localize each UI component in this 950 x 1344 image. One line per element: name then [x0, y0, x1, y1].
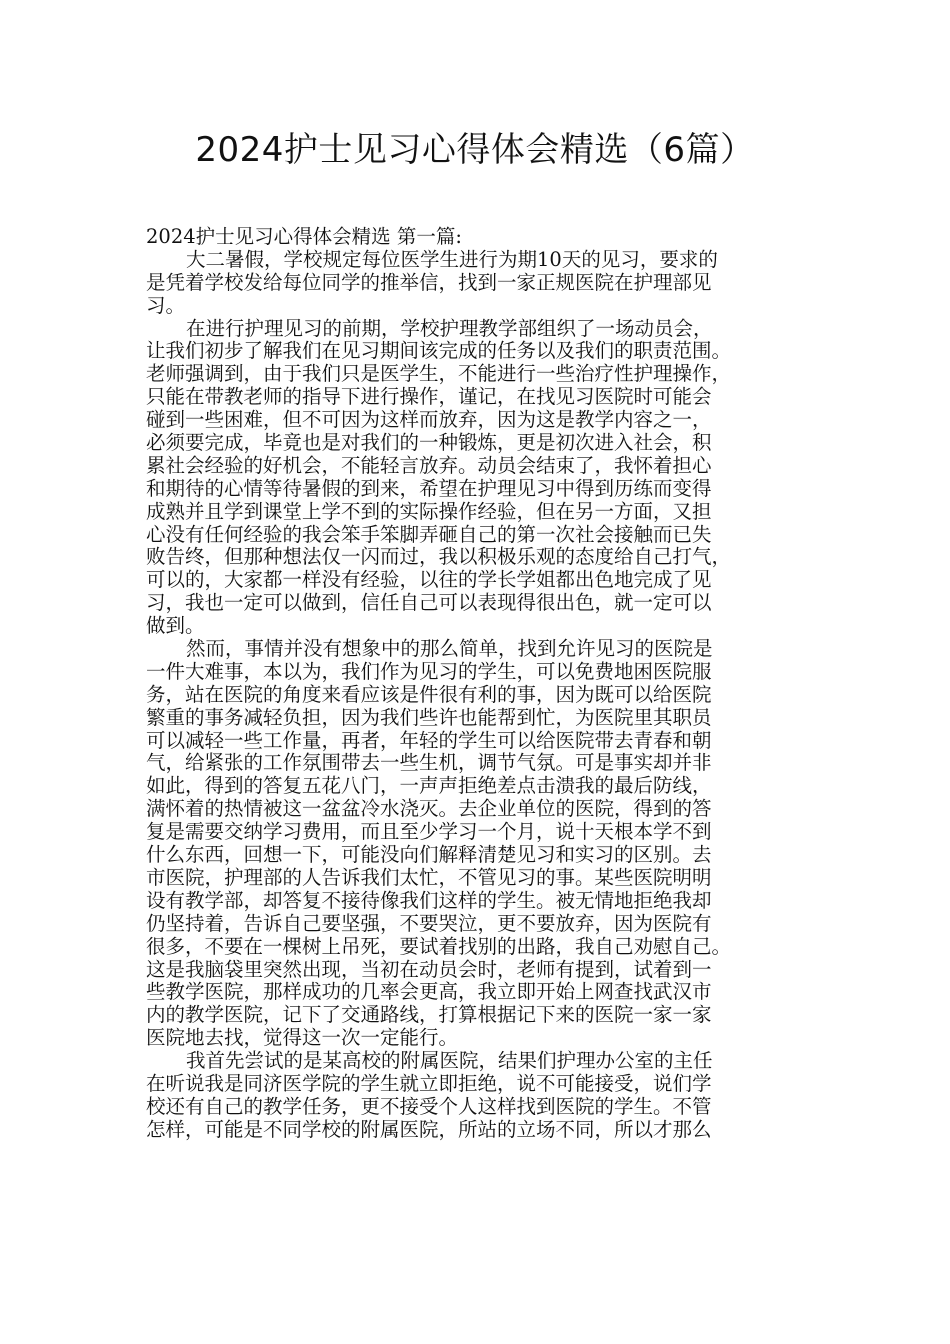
paragraph-line: 仍坚持着，告诉自己要坚强，不要哭泣，更不要放弃，因为医院有 — [146, 911, 712, 935]
paragraph-line: 市医院，护理部的人告诉我们太忙，不管见习的事。某些医院明明 — [146, 865, 712, 889]
paragraph-line: 校还有自己的教学任务，更不接受个人这样找到医院的学生。不管 — [146, 1094, 712, 1118]
paragraph-line: 败告终，但那种想法仅一闪而过，我以积极乐观的态度给自己打气， — [146, 545, 732, 569]
paragraph-line: 做到。 — [146, 614, 205, 638]
paragraph-line: 必须要完成，毕竟也是对我们的一种锻炼，更是初次进入社会，积 — [146, 431, 712, 455]
section-heading: 2024护士见习心得体会精选 第一篇: — [146, 225, 462, 248]
paragraph-line: 什么东西，回想一下，可能没向们解释清楚见习和实习的区别。去 — [146, 843, 712, 867]
paragraph-line: 让我们初步了解我们在见习期间该完成的任务以及我们的职责范围。 — [146, 339, 732, 363]
paragraph-line: 这是我脑袋里突然出现，当初在动员会时，老师有提到，试着到一 — [146, 957, 712, 981]
paragraph-line: 可以的，大家都一样没有经验，以往的学长学姐都出色地完成了见 — [146, 568, 712, 592]
paragraph-line: 我首先尝试的是某高校的附属医院，结果们护理办公室的主任 — [186, 1049, 713, 1073]
paragraph-line: 累社会经验的好机会，不能轻言放弃。动员会结束了，我怀着担心 — [146, 453, 712, 477]
document-title: 2024护士见习心得体会精选（6篇） — [195, 130, 755, 170]
paragraph-line: 碰到一些困难，但不可因为这样而放弃，因为这是教学内容之一， — [146, 408, 712, 432]
paragraph-line: 在听说我是同济医学院的学生就立即拒绝，说不可能接受，说们学 — [146, 1071, 712, 1095]
paragraph-line: 然而，事情并没有想象中的那么简单，找到允许见习的医院是 — [186, 637, 713, 661]
paragraph-line: 只能在带教老师的指导下进行操作，谨记，在找见习医院时可能会 — [146, 385, 712, 409]
paragraph — [146, 318, 806, 638]
paragraph-line: 复是需要交纳学习费用，而且至少学习一个月，说十天根本学不到 — [146, 820, 712, 844]
paragraph-line: 些教学医院，那样成功的几率会更高，我立即开始上网查找武汉市 — [146, 980, 712, 1004]
paragraph-line: 习。 — [146, 293, 186, 317]
paragraph — [146, 638, 806, 1050]
paragraph-line: 很多，不要在一棵树上吊死，要试着找别的出路，我自己劝慰自己。 — [146, 934, 732, 958]
paragraph — [146, 249, 806, 318]
paragraph-line: 成熟并且学到课堂上学不到的实际操作经验，但在另一方面，又担 — [146, 499, 712, 523]
paragraph-line: 老师强调到，由于我们只是医学生，不能进行一些治疗性护理操作， — [146, 362, 732, 386]
paragraph-line: 气，给紧张的工作氛围带去一些生机，调节气氛。可是事实却并非 — [146, 751, 712, 775]
paragraph-line: 怎样，可能是不同学校的附属医院，所站的立场不同，所以才那么 — [146, 1117, 712, 1141]
paragraph-line: 和期待的心情等待暑假的到来，希望在护理见习中得到历练而变得 — [146, 476, 712, 500]
paragraph-line: 习，我也一定可以做到，信任自己可以表现得很出色，就一定可以 — [146, 591, 712, 615]
document-body — [146, 226, 806, 1142]
paragraph-line: 是凭着学校发给每位同学的推举信，找到一家正规医院在护理部见 — [146, 270, 712, 294]
paragraph-line: 心没有任何经验的我会笨手笨脚弄砸自己的第一次社会接触而已失 — [146, 522, 712, 546]
paragraph-line: 在进行护理见习的前期，学校护理教学部组织了一场动员会， — [186, 316, 713, 340]
paragraph-line: 一件大难事，本以为，我们作为见习的学生，可以免费地困医院服 — [146, 659, 712, 683]
paragraph-line: 务，站在医院的角度来看应该是件很有利的事，因为既可以给医院 — [146, 682, 712, 706]
paragraph-line: 满怀着的热情被这一盆盆冷水浇灭。去企业单位的医院，得到的答 — [146, 797, 712, 821]
paragraph-line: 医院地去找，觉得这一次一定能行。 — [146, 1026, 459, 1050]
paragraph-line: 可以减轻一些工作量，再者，年轻的学生可以给医院带去青春和朝 — [146, 728, 712, 752]
paragraph-line: 如此，得到的答复五花八门，一声声拒绝差点击溃我的最后防线， — [146, 774, 712, 798]
paragraph-line: 大二暑假，学校规定每位医学生进行为期10天的见习，要求的 — [186, 247, 718, 271]
paragraph-line: 繁重的事务减轻负担，因为我们些许也能帮到忙，为医院里其职员 — [146, 705, 712, 729]
paragraph-line: 内的教学医院，记下了交通路线，打算根据记下来的医院一家一家 — [146, 1003, 712, 1027]
paragraph-line: 设有教学部，却答复不接待像我们这样的学生。被无情地拒绝我却 — [146, 888, 712, 912]
paragraph — [146, 1050, 806, 1142]
